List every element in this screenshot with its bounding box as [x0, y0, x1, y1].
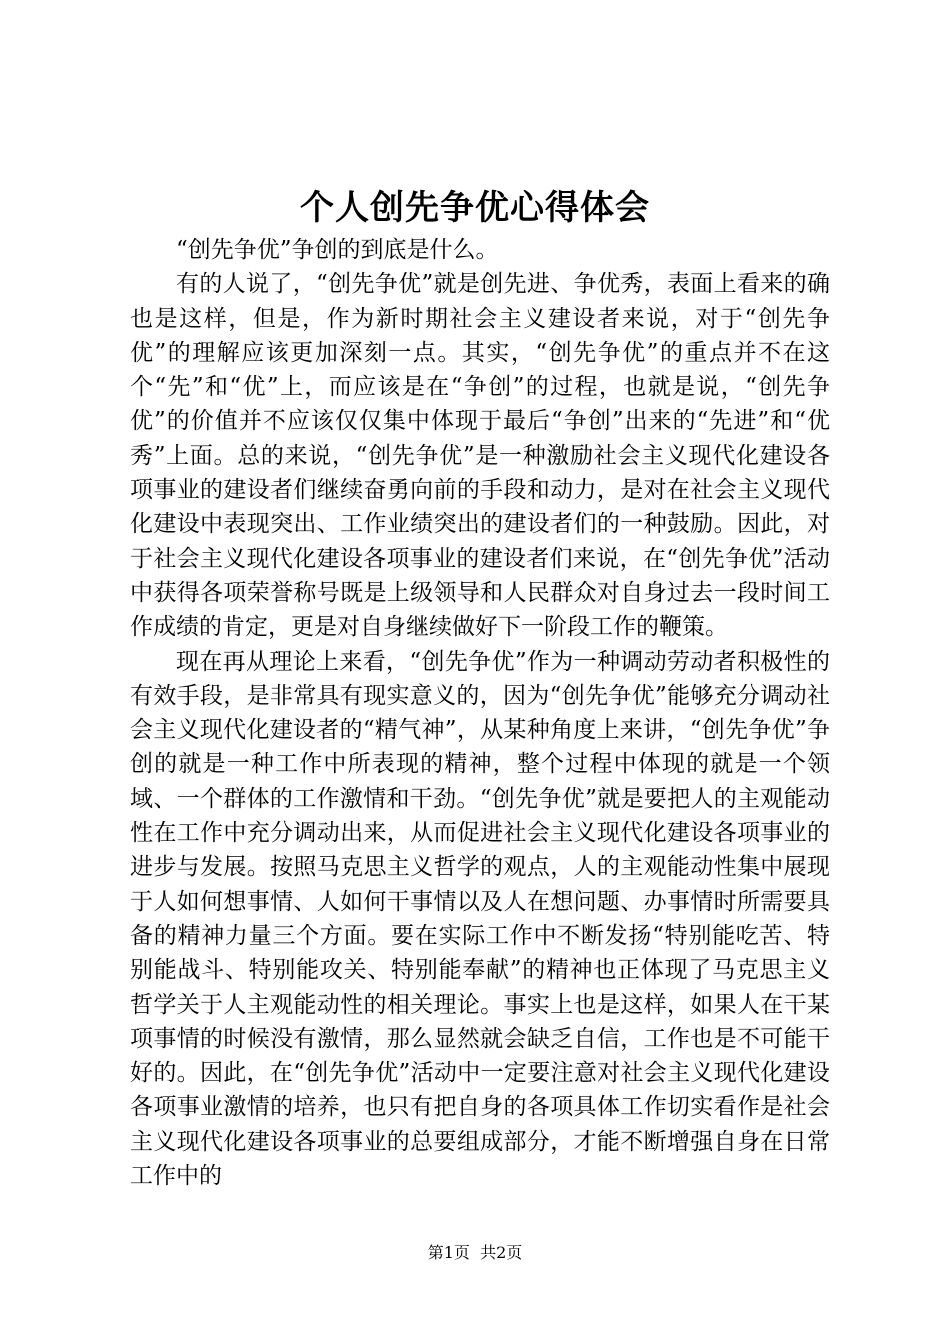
paragraph-1: “创先争优”争创的到底是什么。 — [176, 237, 499, 263]
page-number: 第1页 — [427, 1243, 470, 1262]
document-title: 个人创先争优心得体会 — [300, 188, 650, 228]
footer-spacer — [470, 1243, 480, 1262]
page-footer — [0, 1241, 950, 1265]
paragraph-2: 有的人说了，“创先争优”就是创先进、争优秀，表面上看来的确也是这样，但是，作为新时期社会主义建设者来说，对于“创先争优”的理解应该更加深刻一点。其实，“创先争优”的重点并不在这个“先”和“优”上，而应该是在“争创”的过程，也就是说，“创先争优”的价值并不应该仅仅集中体现于最后“争创”出来的“先进”和“优秀”上面。总的来说，“创先争优”是一种激励社会主义现代化建设各项事业的建设者们继续奋勇向前的手段和动力，是对在社会主义现代化建设中表现突出、工作业绩突出的建设者们的一种鼓励。因此，对于社会主义现代化建设各项事业的建设者们来说，在“创先争优”活动中获得各项荣誉称号既是上级领导和人民群众对自身过去一段时间工作成绩的肯定，更是对自身继续做好下一阶段工作的鞭策。 — [130, 271, 830, 641]
document-body — [130, 233, 830, 1193]
paragraph-3: 现在再从理论上来看，“创先争优”作为一种调动劳动者积极性的有效手段，是非常具有现实意义的，因为“创先争优”能够充分调动社会主义现代化建设者的“精气神”，从某种角度上来讲，“创先争优”争创的就是一种工作中所表现的精神，整个过程中体现的就是一个领域、一个群体的工作激情和干劲。“创先争优”就是要把人的主观能动性在工作中充分调动出来，从而促进社会主义现代化建设各项事业的进步与发展。按照马克思主义哲学的观点，人的主观能动性集中展现于人如何想事情、人如何干事情以及人在想问题、办事情时所需要具备的精神力量三个方面。要在实际工作中不断发扬“特别能吃苦、特别能战斗、特别能攻关、特别能奉献”的精神也正体现了马克思主义哲学关于人主观能动性的相关理论。事实上也是这样，如果人在干某项事情的时候没有激情，那么显然就会缺乏自信，工作也是不可能干好的。因此，在“创先争优”活动中一定要注意对社会主义现代化建设各项事业激情的培养，也只有把自身的各项具体工作切实看作是社会主义现代化建设各项事业的总要组成部分，才能不断增强自身在日常工作中的 — [130, 648, 830, 1190]
page-total: 共2页 — [480, 1243, 523, 1262]
